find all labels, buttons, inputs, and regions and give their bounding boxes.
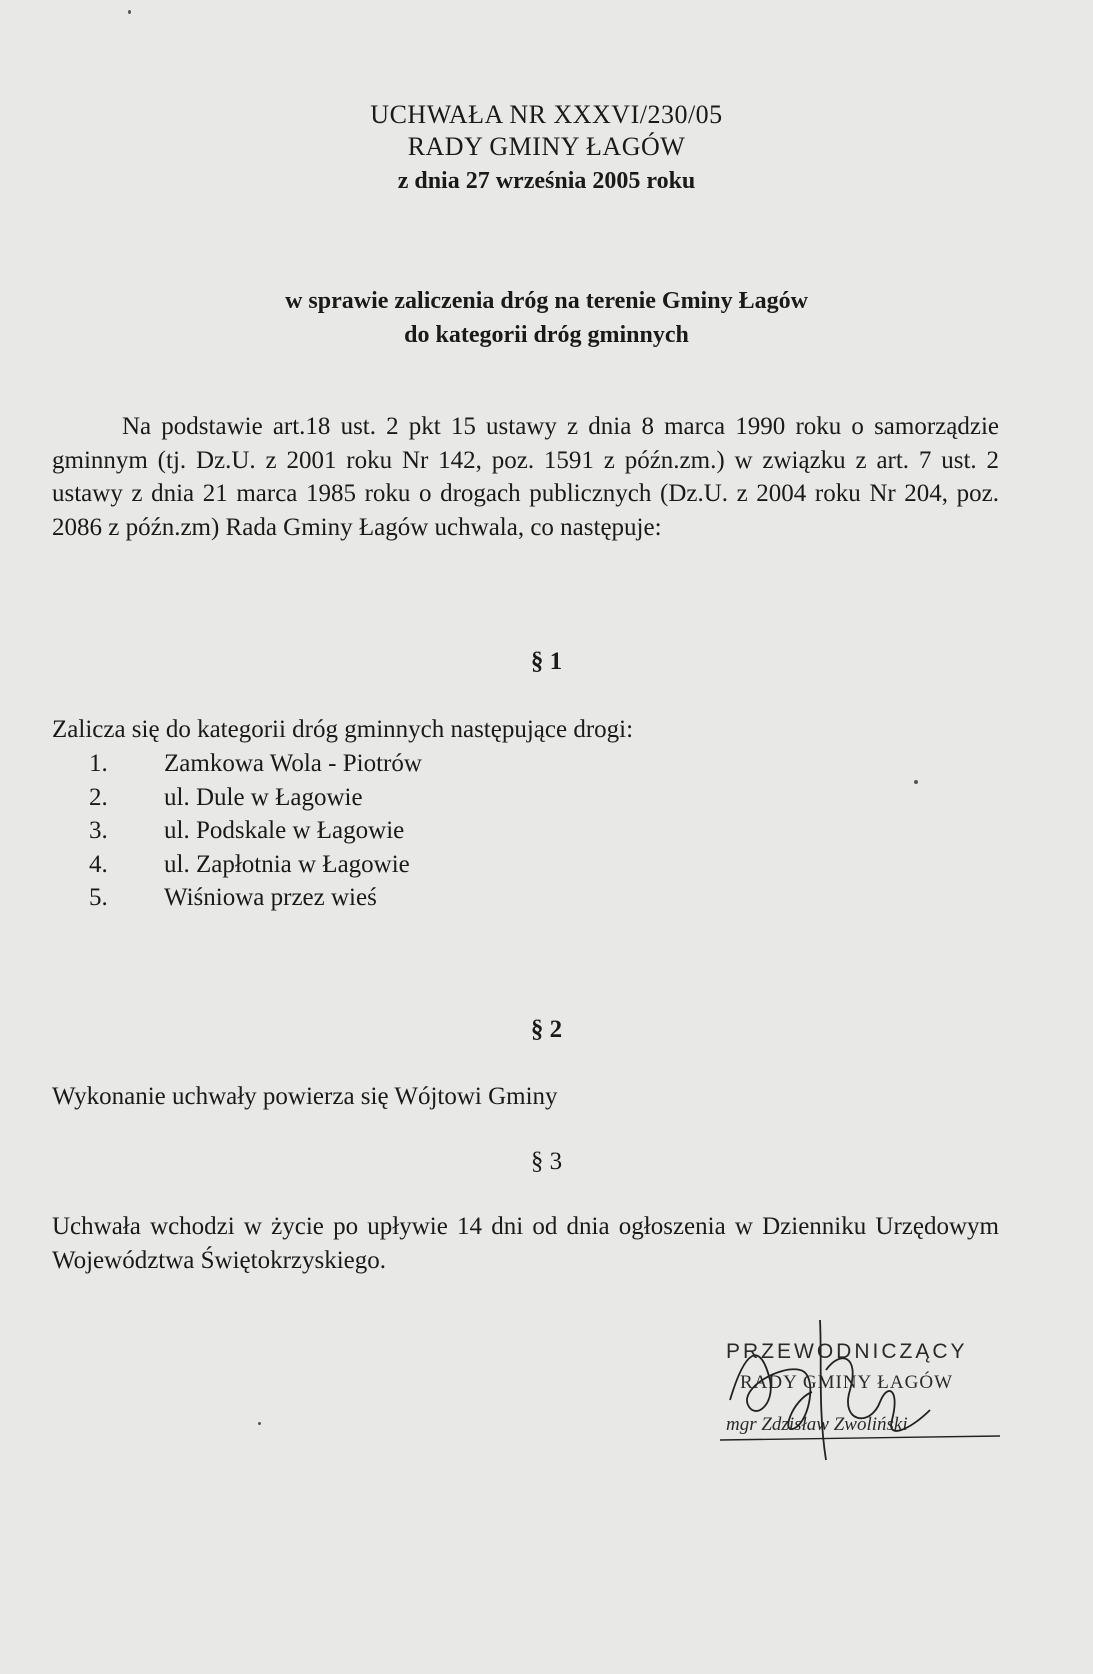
resolution-title: UCHWAŁA NR XXXVI/230/05 [370, 100, 723, 129]
road-name: ul. Zapłotnia w Łagowie [164, 850, 410, 878]
road-name: ul. Podskale w Łagowie [164, 817, 405, 844]
scan-speck [128, 10, 131, 14]
section-2-text: Wykonanie uchwały powierza się Wójtowi Gminy [52, 1083, 558, 1110]
scan-speck [914, 780, 918, 784]
road-name: ul. Dule w Łagowie [164, 783, 363, 811]
road-number: 2. [89, 783, 108, 811]
road-number: 4. [89, 850, 108, 878]
stamp-title: PRZEWODNICZĄCY [726, 1340, 968, 1363]
preamble-paragraph: Na podstawie art.18 ust. 2 pkt 15 ustawy z dnia 8 marca 1990 roku o samorządzie gminnym (tj. Dz.U. z 2001 roku Nr 142, poz. 1591 z późn.zm.) w związku z art. 7 ust. 2 ustawy z dnia 21 marca 1985 roku o drogach publicznych (Dz.U. z 2004 roku Nr 204, poz. 2086 z późn.zm) Rada Gminy Łagów uchwala, co następuje: [52, 413, 999, 541]
resolution-date: z dnia 27 września 2005 roku [397, 168, 696, 194]
stamp-council: RADY GMINY ŁAGÓW [740, 1372, 954, 1393]
subject-line-2: do kategorii dróg gminnych [404, 322, 689, 348]
chairman-stamp [700, 1310, 1020, 1470]
road-number: 1. [89, 750, 108, 777]
stamp-name: mgr Zdzisław Zwoliński [726, 1414, 908, 1435]
section-2-mark: § 2 [530, 1016, 563, 1043]
section-1-mark: § 1 [530, 648, 563, 675]
handwritten-signature [700, 1310, 1020, 1470]
road-name: Wiśniowa przez wieś [164, 884, 377, 911]
road-number: 3. [89, 817, 108, 844]
scan-speck [258, 1422, 261, 1425]
section-3-mark: § 3 [530, 1148, 563, 1175]
section-1-intro: Zalicza się do kategorii dróg gminnych następujące drogi: [52, 716, 634, 743]
council-name: RADY GMINY ŁAGÓW [407, 132, 686, 161]
section-3-text: Uchwała wchodzi w życie po upływie 14 dni od dnia ogłoszenia w Dzienniku Urzędowym Województwa Świętokrzyskiego. [52, 1213, 999, 1274]
subject-line-1: w sprawie zaliczenia dróg na terenie Gminy Łagów [285, 288, 808, 314]
road-number: 5. [89, 884, 108, 911]
road-name: Zamkowa Wola - Piotrów [164, 750, 422, 777]
